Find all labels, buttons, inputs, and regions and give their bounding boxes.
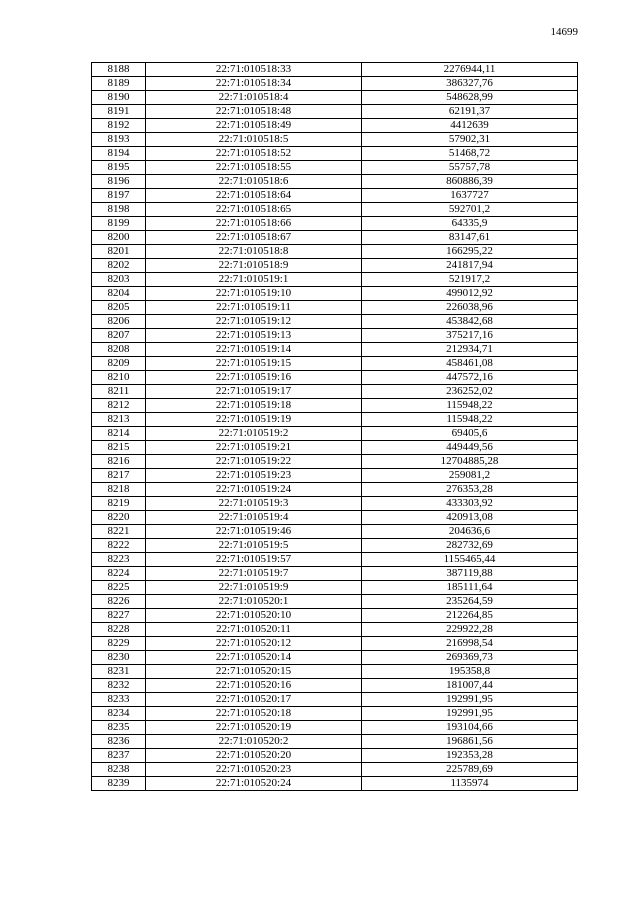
row-number-cell: 8231 xyxy=(92,665,146,679)
row-number-cell: 8236 xyxy=(92,735,146,749)
cadastral-value-cell: 259081,2 xyxy=(362,469,578,483)
cadastral-value-cell: 548628,99 xyxy=(362,91,578,105)
cadastral-number-cell: 22:71:010520:17 xyxy=(146,693,362,707)
cadastral-value-cell: 69405,6 xyxy=(362,427,578,441)
cadastral-number-cell: 22:71:010520:24 xyxy=(146,777,362,791)
cadastral-value-cell: 192353,28 xyxy=(362,749,578,763)
cadastral-value-cell: 386327,76 xyxy=(362,77,578,91)
table-row xyxy=(92,413,578,427)
cadastral-number-cell: 22:71:010520:18 xyxy=(146,707,362,721)
cadastral-number-cell: 22:71:010519:57 xyxy=(146,553,362,567)
cadastral-number-cell: 22:71:010519:24 xyxy=(146,483,362,497)
row-number-cell: 8219 xyxy=(92,497,146,511)
cadastral-number-cell: 22:71:010519:19 xyxy=(146,413,362,427)
cadastral-number-cell: 22:71:010519:4 xyxy=(146,511,362,525)
cadastral-number-cell: 22:71:010519:16 xyxy=(146,371,362,385)
table-row xyxy=(92,357,578,371)
table-row xyxy=(92,203,578,217)
row-number-cell: 8203 xyxy=(92,273,146,287)
page-number: 14699 xyxy=(550,26,578,38)
cadastral-number-cell: 22:71:010519:7 xyxy=(146,567,362,581)
table-row xyxy=(92,609,578,623)
row-number-cell: 8205 xyxy=(92,301,146,315)
row-number-cell: 8225 xyxy=(92,581,146,595)
table-row xyxy=(92,161,578,175)
cadastral-value-cell: 447572,16 xyxy=(362,371,578,385)
cadastral-value-cell: 12704885,28 xyxy=(362,455,578,469)
cadastral-value-cell: 592701,2 xyxy=(362,203,578,217)
cadastral-value-cell: 51468,72 xyxy=(362,147,578,161)
cadastral-value-table xyxy=(91,62,578,791)
table-row xyxy=(92,329,578,343)
cadastral-number-cell: 22:71:010520:2 xyxy=(146,735,362,749)
cadastral-value-cell: 83147,61 xyxy=(362,231,578,245)
cadastral-value-cell: 115948,22 xyxy=(362,413,578,427)
cadastral-number-cell: 22:71:010519:12 xyxy=(146,315,362,329)
cadastral-value-cell: 166295,22 xyxy=(362,245,578,259)
row-number-cell: 8206 xyxy=(92,315,146,329)
row-number-cell: 8232 xyxy=(92,679,146,693)
row-number-cell: 8224 xyxy=(92,567,146,581)
cadastral-value-cell: 4412639 xyxy=(362,119,578,133)
table-row xyxy=(92,693,578,707)
cadastral-value-cell: 62191,37 xyxy=(362,105,578,119)
table-body xyxy=(92,63,578,791)
cadastral-number-cell: 22:71:010520:10 xyxy=(146,609,362,623)
row-number-cell: 8230 xyxy=(92,651,146,665)
cadastral-number-cell: 22:71:010520:23 xyxy=(146,763,362,777)
cadastral-value-cell: 115948,22 xyxy=(362,399,578,413)
table-row xyxy=(92,119,578,133)
cadastral-value-cell: 499012,92 xyxy=(362,287,578,301)
row-number-cell: 8222 xyxy=(92,539,146,553)
cadastral-value-cell: 449449,56 xyxy=(362,441,578,455)
cadastral-value-cell: 212934,71 xyxy=(362,343,578,357)
table-row xyxy=(92,483,578,497)
cadastral-number-cell: 22:71:010519:5 xyxy=(146,539,362,553)
cadastral-value-cell: 57902,31 xyxy=(362,133,578,147)
cadastral-number-cell: 22:71:010520:15 xyxy=(146,665,362,679)
table-row xyxy=(92,231,578,245)
cadastral-number-cell: 22:71:010519:9 xyxy=(146,581,362,595)
cadastral-number-cell: 22:71:010520:14 xyxy=(146,651,362,665)
cadastral-value-cell: 196861,56 xyxy=(362,735,578,749)
cadastral-value-cell: 192991,95 xyxy=(362,693,578,707)
row-number-cell: 8237 xyxy=(92,749,146,763)
row-number-cell: 8239 xyxy=(92,777,146,791)
cadastral-number-cell: 22:71:010519:46 xyxy=(146,525,362,539)
table-row xyxy=(92,273,578,287)
row-number-cell: 8228 xyxy=(92,623,146,637)
cadastral-value-cell: 216998,54 xyxy=(362,637,578,651)
cadastral-number-cell: 22:71:010519:17 xyxy=(146,385,362,399)
cadastral-value-cell: 229922,28 xyxy=(362,623,578,637)
table-row xyxy=(92,63,578,77)
table-row xyxy=(92,623,578,637)
cadastral-value-cell: 282732,69 xyxy=(362,539,578,553)
table-row xyxy=(92,469,578,483)
cadastral-value-cell: 387119,88 xyxy=(362,567,578,581)
cadastral-number-cell: 22:71:010519:21 xyxy=(146,441,362,455)
table-row xyxy=(92,315,578,329)
table-row xyxy=(92,721,578,735)
table-row xyxy=(92,665,578,679)
row-number-cell: 8229 xyxy=(92,637,146,651)
cadastral-value-cell: 860886,39 xyxy=(362,175,578,189)
row-number-cell: 8213 xyxy=(92,413,146,427)
cadastral-number-cell: 22:71:010518:52 xyxy=(146,147,362,161)
row-number-cell: 8196 xyxy=(92,175,146,189)
table-row xyxy=(92,735,578,749)
table-row xyxy=(92,553,578,567)
table-row xyxy=(92,343,578,357)
row-number-cell: 8226 xyxy=(92,595,146,609)
table-row xyxy=(92,133,578,147)
cadastral-value-cell: 192991,95 xyxy=(362,707,578,721)
cadastral-value-cell: 1637727 xyxy=(362,189,578,203)
row-number-cell: 8190 xyxy=(92,91,146,105)
cadastral-number-cell: 22:71:010518:66 xyxy=(146,217,362,231)
cadastral-number-cell: 22:71:010520:19 xyxy=(146,721,362,735)
table-row xyxy=(92,763,578,777)
cadastral-value-cell: 193104,66 xyxy=(362,721,578,735)
cadastral-value-cell: 204636,6 xyxy=(362,525,578,539)
cadastral-value-cell: 241817,94 xyxy=(362,259,578,273)
row-number-cell: 8200 xyxy=(92,231,146,245)
cadastral-value-cell: 185111,64 xyxy=(362,581,578,595)
table-row xyxy=(92,581,578,595)
row-number-cell: 8193 xyxy=(92,133,146,147)
cadastral-value-cell: 1135974 xyxy=(362,777,578,791)
cadastral-value-cell: 226038,96 xyxy=(362,301,578,315)
table-row xyxy=(92,777,578,791)
cadastral-number-cell: 22:71:010518:67 xyxy=(146,231,362,245)
row-number-cell: 8221 xyxy=(92,525,146,539)
table-row xyxy=(92,539,578,553)
cadastral-value-cell: 269369,73 xyxy=(362,651,578,665)
table-row xyxy=(92,77,578,91)
row-number-cell: 8235 xyxy=(92,721,146,735)
table-row xyxy=(92,679,578,693)
cadastral-number-cell: 22:71:010518:65 xyxy=(146,203,362,217)
row-number-cell: 8197 xyxy=(92,189,146,203)
cadastral-value-cell: 225789,69 xyxy=(362,763,578,777)
table-row xyxy=(92,385,578,399)
cadastral-value-cell: 212264,85 xyxy=(362,609,578,623)
row-number-cell: 8204 xyxy=(92,287,146,301)
row-number-cell: 8198 xyxy=(92,203,146,217)
table-row xyxy=(92,217,578,231)
row-number-cell: 8238 xyxy=(92,763,146,777)
cadastral-number-cell: 22:71:010519:2 xyxy=(146,427,362,441)
cadastral-number-cell: 22:71:010518:48 xyxy=(146,105,362,119)
cadastral-number-cell: 22:71:010518:9 xyxy=(146,259,362,273)
cadastral-number-cell: 22:71:010519:11 xyxy=(146,301,362,315)
table-row xyxy=(92,399,578,413)
cadastral-number-cell: 22:71:010520:11 xyxy=(146,623,362,637)
cadastral-number-cell: 22:71:010519:18 xyxy=(146,399,362,413)
cadastral-value-cell: 1155465,44 xyxy=(362,553,578,567)
cadastral-number-cell: 22:71:010519:14 xyxy=(146,343,362,357)
cadastral-value-cell: 235264,59 xyxy=(362,595,578,609)
cadastral-value-cell: 433303,92 xyxy=(362,497,578,511)
cadastral-number-cell: 22:71:010518:55 xyxy=(146,161,362,175)
cadastral-number-cell: 22:71:010519:15 xyxy=(146,357,362,371)
table-row xyxy=(92,91,578,105)
row-number-cell: 8217 xyxy=(92,469,146,483)
cadastral-number-cell: 22:71:010520:20 xyxy=(146,749,362,763)
cadastral-number-cell: 22:71:010518:4 xyxy=(146,91,362,105)
row-number-cell: 8194 xyxy=(92,147,146,161)
table-row xyxy=(92,175,578,189)
row-number-cell: 8195 xyxy=(92,161,146,175)
cadastral-number-cell: 22:71:010519:22 xyxy=(146,455,362,469)
cadastral-number-cell: 22:71:010519:10 xyxy=(146,287,362,301)
cadastral-value-cell: 236252,02 xyxy=(362,385,578,399)
cadastral-number-cell: 22:71:010518:64 xyxy=(146,189,362,203)
cadastral-number-cell: 22:71:010520:16 xyxy=(146,679,362,693)
row-number-cell: 8211 xyxy=(92,385,146,399)
cadastral-value-cell: 181007,44 xyxy=(362,679,578,693)
table-row xyxy=(92,441,578,455)
table-row xyxy=(92,189,578,203)
cadastral-number-cell: 22:71:010520:12 xyxy=(146,637,362,651)
row-number-cell: 8216 xyxy=(92,455,146,469)
cadastral-value-cell: 64335,9 xyxy=(362,217,578,231)
row-number-cell: 8234 xyxy=(92,707,146,721)
table-row xyxy=(92,105,578,119)
cadastral-number-cell: 22:71:010519:1 xyxy=(146,273,362,287)
cadastral-number-cell: 22:71:010518:5 xyxy=(146,133,362,147)
row-number-cell: 8210 xyxy=(92,371,146,385)
table-row xyxy=(92,525,578,539)
row-number-cell: 8201 xyxy=(92,245,146,259)
row-number-cell: 8208 xyxy=(92,343,146,357)
cadastral-value-cell: 2276944,11 xyxy=(362,63,578,77)
row-number-cell: 8207 xyxy=(92,329,146,343)
cadastral-value-cell: 420913,08 xyxy=(362,511,578,525)
table-row xyxy=(92,497,578,511)
cadastral-value-cell: 55757,78 xyxy=(362,161,578,175)
cadastral-value-cell: 521917,2 xyxy=(362,273,578,287)
cadastral-number-cell: 22:71:010519:13 xyxy=(146,329,362,343)
cadastral-number-cell: 22:71:010518:33 xyxy=(146,63,362,77)
table-row xyxy=(92,511,578,525)
table-row xyxy=(92,147,578,161)
row-number-cell: 8188 xyxy=(92,63,146,77)
row-number-cell: 8209 xyxy=(92,357,146,371)
row-number-cell: 8227 xyxy=(92,609,146,623)
table-row xyxy=(92,259,578,273)
row-number-cell: 8202 xyxy=(92,259,146,273)
row-number-cell: 8218 xyxy=(92,483,146,497)
table-row xyxy=(92,301,578,315)
table-row xyxy=(92,595,578,609)
row-number-cell: 8215 xyxy=(92,441,146,455)
row-number-cell: 8223 xyxy=(92,553,146,567)
row-number-cell: 8189 xyxy=(92,77,146,91)
table-row xyxy=(92,455,578,469)
table-row xyxy=(92,287,578,301)
row-number-cell: 8220 xyxy=(92,511,146,525)
cadastral-value-cell: 458461,08 xyxy=(362,357,578,371)
cadastral-number-cell: 22:71:010519:23 xyxy=(146,469,362,483)
table-row xyxy=(92,427,578,441)
table-row xyxy=(92,245,578,259)
table-row xyxy=(92,371,578,385)
cadastral-value-cell: 453842,68 xyxy=(362,315,578,329)
cadastral-value-cell: 276353,28 xyxy=(362,483,578,497)
cadastral-value-cell: 375217,16 xyxy=(362,329,578,343)
cadastral-number-cell: 22:71:010518:6 xyxy=(146,175,362,189)
cadastral-number-cell: 22:71:010520:1 xyxy=(146,595,362,609)
row-number-cell: 8214 xyxy=(92,427,146,441)
row-number-cell: 8233 xyxy=(92,693,146,707)
table-row xyxy=(92,707,578,721)
cadastral-number-cell: 22:71:010518:49 xyxy=(146,119,362,133)
table-row xyxy=(92,749,578,763)
row-number-cell: 8191 xyxy=(92,105,146,119)
row-number-cell: 8212 xyxy=(92,399,146,413)
row-number-cell: 8192 xyxy=(92,119,146,133)
cadastral-value-cell: 195358,8 xyxy=(362,665,578,679)
table-row xyxy=(92,567,578,581)
table-row xyxy=(92,651,578,665)
row-number-cell: 8199 xyxy=(92,217,146,231)
table-row xyxy=(92,637,578,651)
cadastral-number-cell: 22:71:010519:3 xyxy=(146,497,362,511)
cadastral-number-cell: 22:71:010518:34 xyxy=(146,77,362,91)
cadastral-number-cell: 22:71:010518:8 xyxy=(146,245,362,259)
